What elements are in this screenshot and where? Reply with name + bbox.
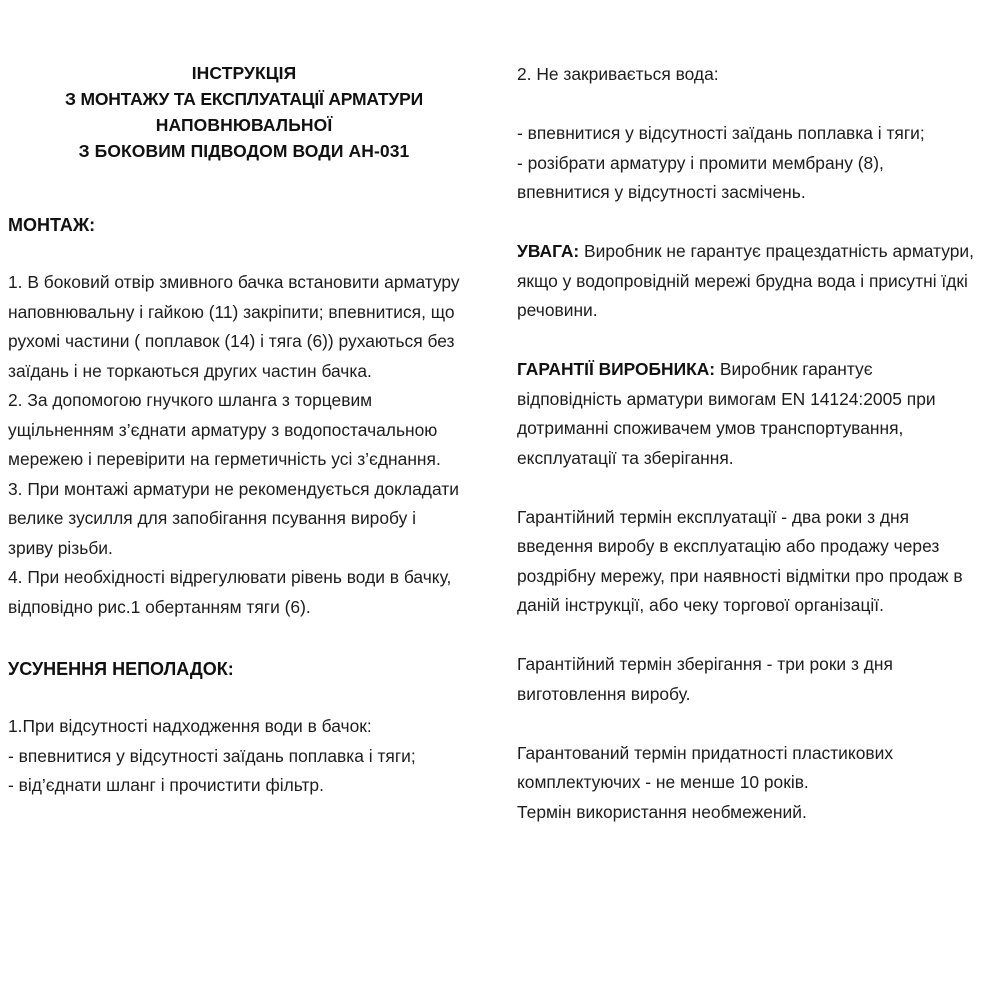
step3-line-3: зриву різьби.: [8, 537, 113, 558]
plastic-term-line-1: Гарантований термін придатності пластикових: [517, 742, 894, 763]
plastic-term-line-2: комплектуючих - не менше 10 років.: [517, 772, 809, 792]
title-line-2: З МОНТАЖУ ТА ЕКСПЛУАТАЦІЇ АРМАТУРИ: [65, 89, 423, 109]
service-life-line-3: роздрібну мережу, при наявності відмітки про продаж в: [517, 565, 963, 586]
service-life-note: [517, 503, 992, 621]
warranty-line-1: Виробник гарантує: [715, 359, 873, 379]
left-column: [0, 0, 500, 801]
right-column: [500, 0, 1000, 827]
step2-line-3: мережею і перевірити на герметичність усі з’єднання.: [8, 449, 441, 469]
step4-line-1: 4. При необхідності відрегулювати рівень води в бачку,: [8, 567, 452, 587]
problem2-remedy-2-line-2: впевнитися у відсутності засмічень.: [517, 182, 806, 202]
title-line-3: НАПОВНЮВАЛЬНОЇ: [155, 115, 333, 135]
title-line-1: ІНСТРУКЦІЯ: [191, 63, 297, 83]
troubleshooting-problem-1: [8, 712, 480, 801]
attention-first-line: [517, 237, 992, 267]
problem2-remedy-1: - впевнитися у відсутності заїдань поплавка і тяги;: [517, 123, 925, 143]
problem2-remedies: [517, 119, 992, 208]
attention-note: [517, 237, 992, 326]
title-line-4: З БОКОВИМ ПІДВОДОМ ВОДИ АН-031: [78, 141, 410, 161]
plastic-term-line-3: Термін використання необмежений.: [517, 801, 807, 822]
installation-step-3: [8, 475, 480, 564]
installation-step-2: [8, 386, 480, 475]
step3-line-1: 3. При монтажі арматури не рекомендується докладати: [8, 478, 459, 499]
step1-line-2: наповнювальну і гайкою (11) закріпити; впевнитися, що: [8, 301, 455, 322]
problem2-remedy-2-line-1: - розібрати арматуру і промити мембрану (8),: [517, 152, 884, 173]
attention-label: УВАГА:: [517, 241, 580, 261]
step1-line-4: заїдань і не торкаються других частин бачка.: [8, 360, 372, 381]
problem2-text: 2. Не закривається вода:: [517, 64, 719, 84]
step1-line-1: 1. В боковий отвір змивного бачка встановити арматуру: [8, 272, 460, 292]
document-title: [8, 60, 480, 164]
storage-term-line-1: Гарантійний термін зберігання - три роки з дня: [517, 654, 893, 674]
warranty-line-2: відповідність арматури вимогам EN 14124:2005 при: [517, 388, 936, 409]
heading-installation: МОНТАЖ:: [8, 215, 96, 235]
step4-line-2: відповідно рис.1 обертанням тяги (6).: [8, 596, 311, 617]
attention-line-2: якщо у водопровідній мережі брудна вода і присутні їдкі: [517, 270, 968, 291]
service-life-line-1: Гарантійний термін експлуатації - два роки з дня: [517, 506, 910, 527]
attention-line-1: Виробник не гарантує працездатність арматури,: [579, 241, 974, 261]
storage-term-line-2: виготовлення виробу.: [517, 683, 691, 704]
installation-step-1: [8, 268, 480, 386]
step1-line-3: рухомі частини ( поплавок (14) і тяга (6)) рухаються без: [8, 331, 455, 351]
step2-line-1: 2. За допомогою гнучкого шланга з торцевим: [8, 390, 373, 410]
heading-troubleshooting: УСУНЕННЯ НЕПОЛАДОК:: [8, 659, 234, 679]
warranty-label: ГАРАНТІЇ ВИРОБНИКА:: [517, 359, 716, 379]
warranty-line-3: дотриманні споживачем умов транспортування,: [517, 418, 904, 438]
troubleshooting-problem-2: [517, 60, 992, 90]
plastic-term-note: [517, 739, 992, 828]
service-life-line-2: введення виробу в експлуатацію або продажу через: [517, 536, 940, 556]
warranty-first-line: [517, 355, 992, 385]
warranty-note: [517, 355, 992, 473]
service-life-line-4: даній інструкції, або чеку торгової організації.: [517, 595, 884, 615]
installation-step-4: [8, 563, 480, 622]
problem1-text: 1.При відсутності надходження води в бачок:: [8, 716, 372, 736]
storage-term-note: [517, 650, 992, 709]
warranty-line-4: експлуатації та зберігання.: [517, 447, 734, 468]
step3-line-2: велике зусилля для запобігання псування виробу і: [8, 508, 416, 528]
step2-line-2: ущільненням з’єднати арматуру з водопостачальною: [8, 419, 438, 440]
problem1-remedy-1: - впевнитися у відсутності заїдань поплавка і тяги;: [8, 745, 416, 766]
problem1-remedy-2: - від’єднати шланг і прочистити фільтр.: [8, 775, 324, 795]
attention-line-3: речовини.: [517, 300, 598, 320]
